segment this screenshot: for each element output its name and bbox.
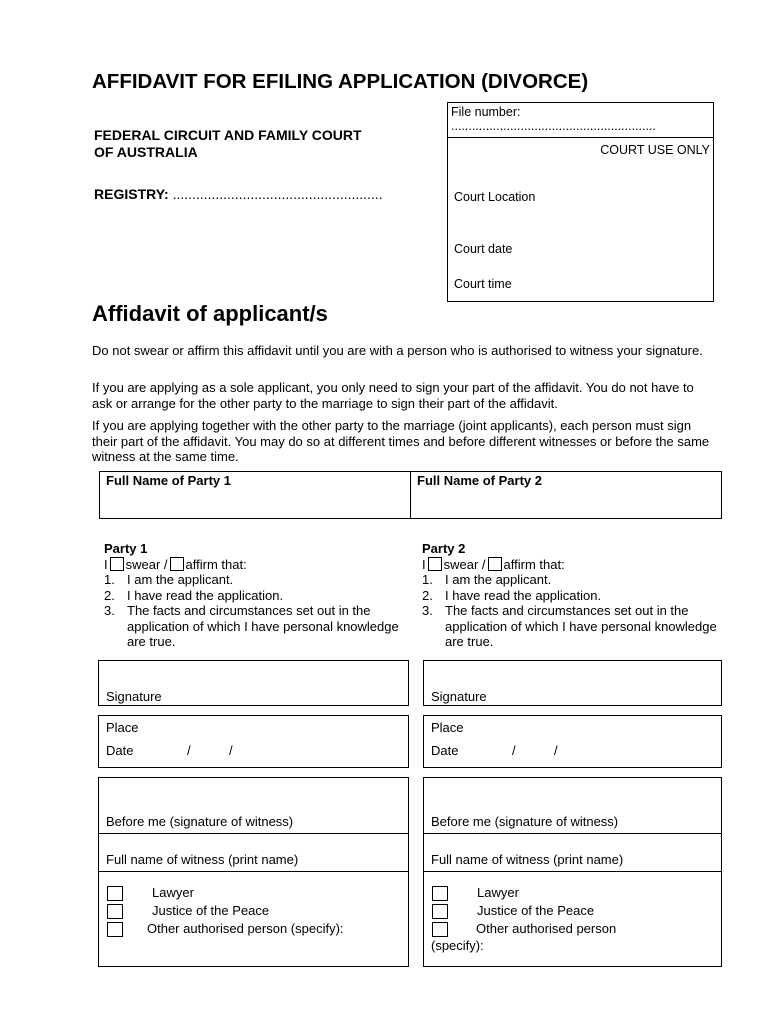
party1-lawyer-checkbox[interactable] xyxy=(107,886,123,901)
item-number: 2. xyxy=(422,587,433,603)
registry-value: ...................................................... xyxy=(172,186,383,202)
party2-jp-label: Justice of the Peace xyxy=(477,903,595,918)
party2-signature-label: Signature xyxy=(431,689,487,704)
court-name xyxy=(94,127,424,161)
party1-date-separator: / xyxy=(229,743,233,758)
list-item xyxy=(422,588,722,604)
divider xyxy=(424,871,721,872)
party1-title: Party 1 xyxy=(104,541,148,556)
item-text: I have read the application. xyxy=(127,587,284,603)
item-number: 1. xyxy=(104,572,115,587)
registry-field[interactable] xyxy=(94,186,383,202)
item-text: I am the applicant. xyxy=(445,572,552,587)
party1-witness-signature-label: Before me (signature of witness) xyxy=(106,814,294,829)
party1-name-label: Full Name of Party 1 xyxy=(106,473,231,488)
item-number: 3. xyxy=(422,603,433,618)
party1-signature-label: Signature xyxy=(106,689,162,704)
item-text: The facts and circumstances set out in the application of which I have personal knowledge are true. xyxy=(445,603,717,649)
divider xyxy=(99,871,408,872)
party1-other-checkbox[interactable] xyxy=(107,922,123,937)
section-title: Affidavit of applicant/s xyxy=(92,301,328,326)
item-text: I have read the application. xyxy=(445,587,602,603)
court-location-label: Court Location xyxy=(454,190,536,204)
file-number-value: ........................................................... xyxy=(451,119,656,133)
form-title: AFFIDAVIT FOR EFILING APPLICATION (DIVORCE) xyxy=(92,70,589,93)
party2-date-separator: / xyxy=(512,743,516,758)
party1-other-label: Other authorised person (specify): xyxy=(147,921,344,936)
court-name-line2: OF AUSTRALIA xyxy=(94,144,198,160)
party1-signature-field[interactable] xyxy=(98,660,409,706)
party1-lawyer-label: Lawyer xyxy=(152,885,194,900)
party1-oath-line xyxy=(104,557,404,573)
party2-place-label: Place xyxy=(431,720,464,735)
item-number: 3. xyxy=(104,603,115,618)
party2-place-date-field[interactable] xyxy=(423,715,722,768)
court-use-box xyxy=(447,102,714,302)
party1-witness-name-label: Full name of witness (print name) xyxy=(106,852,299,867)
party1-date-separator: / xyxy=(187,743,191,758)
party2-other-specify-label: (specify): xyxy=(431,938,484,953)
list-item xyxy=(104,603,404,650)
party2-lawyer-checkbox[interactable] xyxy=(432,886,448,901)
instruction-paragraph-3: If you are applying together with the other party to the marriage (joint applicants), each person must sign their part of the affidavit. You may do so at different times and before different witnesses or before the same witness at the same time. xyxy=(92,418,710,464)
instruction-paragraph-2: If you are applying as a sole applicant, you only need to sign your part of the affidavit. You do not have to ask or arrange for the other party to the marriage to sign their part of the affidavit. xyxy=(92,380,694,411)
party2-declaration xyxy=(422,541,722,650)
party2-name-label: Full Name of Party 2 xyxy=(417,473,542,488)
list-item xyxy=(104,572,404,588)
party2-other-label: Other authorised person xyxy=(476,921,617,936)
party2-witness-signature-label: Before me (signature of witness) xyxy=(431,814,619,829)
party2-affirm-checkbox[interactable] xyxy=(488,557,502,571)
party1-i-text: I xyxy=(104,556,108,572)
registry-label: REGISTRY: xyxy=(94,186,169,202)
party1-affirm-checkbox[interactable] xyxy=(170,557,184,571)
file-number-field[interactable] xyxy=(448,103,713,138)
party2-witness-box xyxy=(423,777,722,967)
party2-affirm-label: affirm that: xyxy=(503,556,565,572)
list-item xyxy=(422,572,722,588)
court-use-only-label: COURT USE ONLY xyxy=(600,143,710,157)
file-number-label: File number: xyxy=(451,105,521,119)
party2-witness-name-label: Full name of witness (print name) xyxy=(431,852,624,867)
list-item xyxy=(422,603,722,650)
court-name-line1: FEDERAL CIRCUIT AND FAMILY COURT xyxy=(94,127,362,143)
party2-lawyer-label: Lawyer xyxy=(477,885,519,900)
court-date-label: Court date xyxy=(454,242,513,256)
party1-jp-label: Justice of the Peace xyxy=(152,903,270,918)
party2-i-text: I xyxy=(422,556,426,572)
party1-date-label: Date xyxy=(106,743,134,758)
item-number: 1. xyxy=(422,572,433,587)
party1-place-date-field[interactable] xyxy=(98,715,409,768)
party1-place-label: Place xyxy=(106,720,139,735)
party-names-table xyxy=(99,471,722,519)
party2-title: Party 2 xyxy=(422,541,466,556)
item-text: The facts and circumstances set out in the application of which I have personal knowledge are true. xyxy=(127,603,399,649)
party1-affirm-label: affirm that: xyxy=(185,556,247,572)
party1-statements xyxy=(104,572,404,650)
instruction-paragraph-1: Do not swear or affirm this affidavit until you are with a person who is authorised to witness your signature. xyxy=(92,343,703,358)
court-time-label: Court time xyxy=(454,277,512,291)
party1-witness-box xyxy=(98,777,409,967)
party1-swear-label: swear / xyxy=(125,556,168,572)
party2-oath-line xyxy=(422,557,722,573)
party2-swear-checkbox[interactable] xyxy=(428,557,442,571)
divider xyxy=(424,833,721,834)
list-item xyxy=(104,588,404,604)
party2-swear-label: swear / xyxy=(443,556,486,572)
party2-jp-checkbox[interactable] xyxy=(432,904,448,919)
party1-jp-checkbox[interactable] xyxy=(107,904,123,919)
party2-date-separator: / xyxy=(554,743,558,758)
party2-other-checkbox[interactable] xyxy=(432,922,448,937)
item-text: I am the applicant. xyxy=(127,572,234,587)
party2-date-label: Date xyxy=(431,743,459,758)
party1-name-field[interactable] xyxy=(100,472,410,518)
party1-swear-checkbox[interactable] xyxy=(110,557,124,571)
party2-statements xyxy=(422,572,722,650)
divider xyxy=(99,833,408,834)
party2-signature-field[interactable] xyxy=(423,660,722,706)
party2-name-field[interactable] xyxy=(410,472,721,518)
party1-declaration xyxy=(104,541,404,650)
item-number: 2. xyxy=(104,587,115,603)
